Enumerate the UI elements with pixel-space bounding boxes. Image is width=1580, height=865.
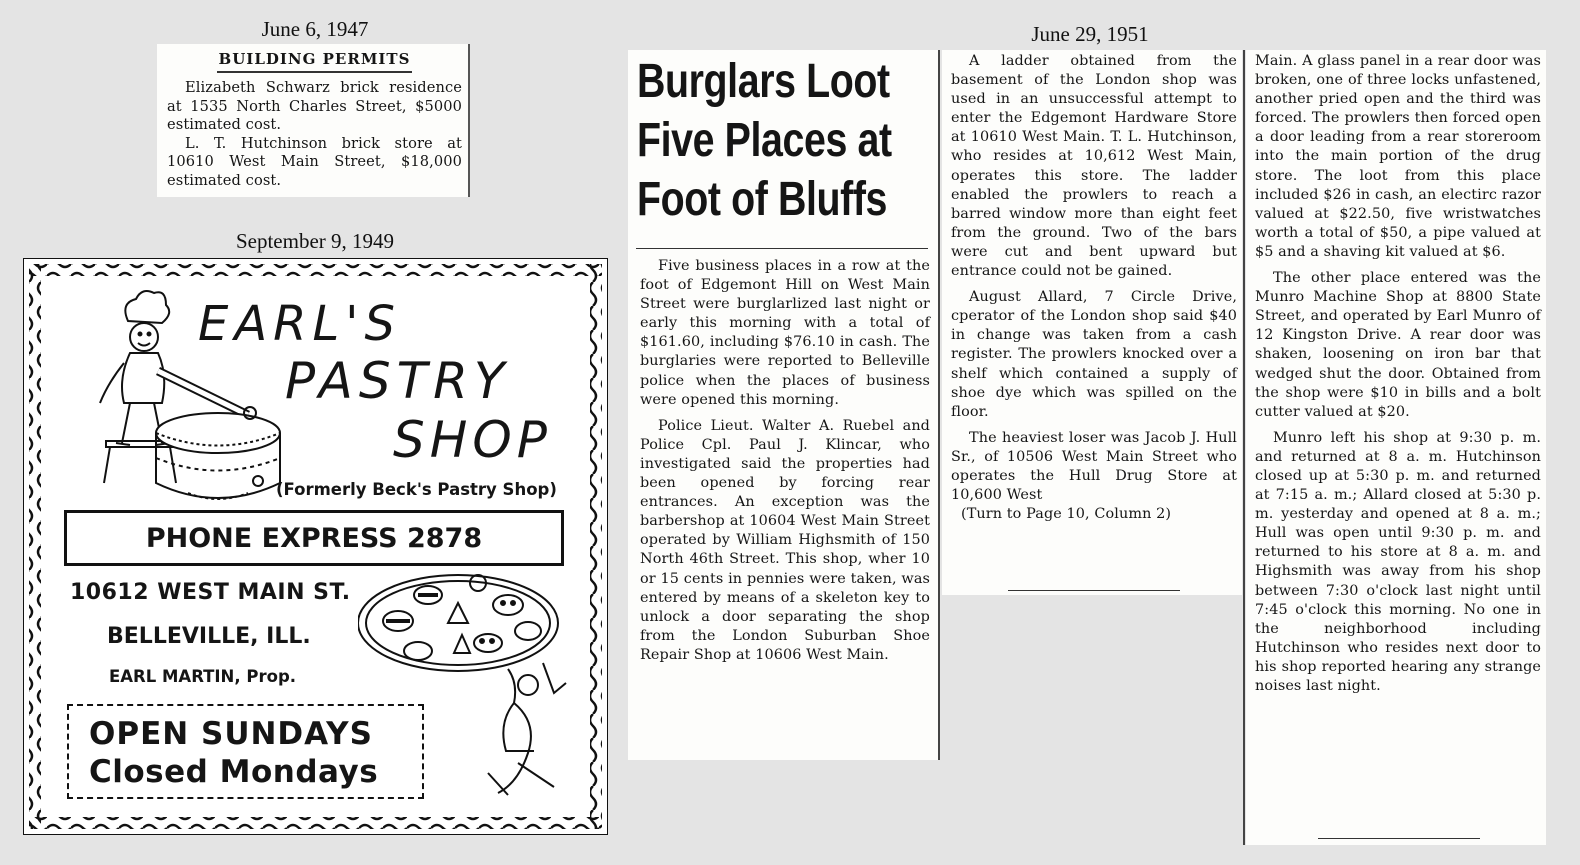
article-paragraph: August Allard, 7 Circle Drive, cperator of the London shop said $40 in change was taken from a cash register. The prowlers knocked over a shelf which contained a supply of shoe dye which was spilled on the floor.: [951, 289, 1237, 420]
column-end-rule: [1008, 590, 1180, 591]
headline-rule: [636, 248, 928, 249]
building-permits-clipping: [157, 44, 470, 197]
ad-city: BELLEVILLE, ILL.: [107, 624, 311, 649]
permit-entry: Elizabeth Schwarz brick residence at 1535 North Charles Street, $5000 estimated cost.: [167, 79, 462, 133]
ad-phone-number: PHONE EXPRESS 2878: [145, 522, 483, 554]
permit-entry: L. T. Hutchinson brick store at 10610 West Main Street, $18,000 estimated cost.: [167, 134, 462, 189]
ad-address: 10612 WEST MAIN ST.: [70, 580, 351, 605]
article-paragraph: The heaviest loser was Jacob J. Hull Sr., of 10506 West Main Street who operates the Hull Drug Store at 10,600 West: [951, 429, 1237, 504]
pastry-shop-ad: [23, 258, 608, 835]
article-date-caption: June 29, 1951: [1031, 22, 1149, 46]
article-headline: [637, 52, 892, 229]
article-paragraph: Five business places in a row at the foot of Edgemont Hill on West Main Street were burglarlized last night or early this morning with a total of $161.60, including $76.10 in cash. The burglaries were reported to Belleville police when the places of business were opened this morning.: [640, 258, 930, 408]
article-paragraph: Munro left his shop at 9:30 p. m. and returned at 8 a. m. Hutchinson closed up at 5:30 p. m. and returned at 7:15 a. m.; Allard closed at 5:30 p. m. yesterday and opened at 8 a. m.; Hull was open until 9:30 p. m. and returned to his store at 8 a. m. and Highsmith was away from his shop between 7:30 o'clock last night until 7:45 o'clock this morning. No one in the neighborhood including Hutchinson who resides next door to his shop reported hearing any strange noises last night.: [1255, 429, 1541, 694]
ad-shop-name-line3: SHOP: [393, 411, 552, 469]
article-col2-text: [951, 52, 1237, 524]
headline-line: Five Places at: [637, 114, 892, 167]
article-paragraph: The other place entered was the Munro Machine Shop at 8800 State Street, and operated by Earl Munro of 12 Kingston Drive. A rear door was shaken, loosening on iron bar that wedged shut the door. Obtained from the shop were $10 in bills and a bolt cutter valued at $20.: [1255, 270, 1541, 420]
article-paragraph: Main. A glass panel in a rear door was broken, one of three locks unfastened, another pried open and the third was forced. The prowlers then forced open a door leading from a rear storeroom into the main portion of the drug store. The loot from this place included $26 in cash, an electirc razor valued at $22.50, five wristwatches worth a total of $50, a pipe valued at $5 and a shaving kit valued at $6.: [1255, 53, 1541, 260]
ad-hours-box: [67, 704, 424, 799]
ad-proprietor: EARL MARTIN, Prop.: [109, 667, 297, 686]
column-rule: [938, 50, 940, 760]
headline-line: Burglars Loot: [637, 55, 890, 108]
column-rule: [468, 44, 470, 197]
article-end-rule: [1318, 838, 1480, 839]
article-col3-text: [1255, 52, 1541, 703]
article-paragraph: A ladder obtained from the basement of the London shop was used in an unsuccessful attempt to enter the Edgemont Hardware Store at 10610 West Main. T. L. Hutchinson, who resides at 10,612 West Main, operates this store. The ladder enabled the prowlers to reach a barred window more than eight feet from the ground. Two of the bars were cut and bent upward but entrance could not be gained.: [951, 53, 1237, 280]
ad-open-sundays: OPEN SUNDAYS: [89, 716, 373, 752]
ad-date-caption: September 9, 1949: [235, 229, 395, 253]
article-paragraph: Police Lieut. Walter A. Ruebel and Police Cpl. Paul J. Klincar, who investigated said the properties had been opened by forcing rear entrances. An exception was the barbershop at 10604 West Main Street operated by William Highsmith of 150 North 46th Street. This shop, wher 10 or 15 cents in pennies were taken, was entered by means of a skeleton key to unlock a door separating the shop from the London Suburban Shoe Repair Shop at 10606 West Main.: [640, 417, 930, 663]
permits-title: BUILDING PERMITS: [218, 50, 411, 68]
column-rule: [1243, 50, 1245, 845]
ad-formerly-text: (Formerly Beck's Pastry Shop): [276, 480, 557, 499]
ad-shop-name-line2: PASTRY: [285, 352, 511, 410]
permits-title-rule: [217, 71, 412, 73]
headline-line: Foot of Bluffs: [637, 173, 888, 226]
article-col1-text: [640, 257, 930, 672]
ad-phone-box: [64, 510, 564, 566]
permits-date-caption: June 6, 1947: [261, 17, 369, 41]
permits-body: [167, 79, 462, 190]
article-jump-line: (Turn to Page 10, Column 2): [961, 506, 1172, 523]
ad-shop-name-line1: EARL'S: [198, 296, 401, 352]
ad-closed-mondays: Closed Mondays: [89, 754, 379, 790]
